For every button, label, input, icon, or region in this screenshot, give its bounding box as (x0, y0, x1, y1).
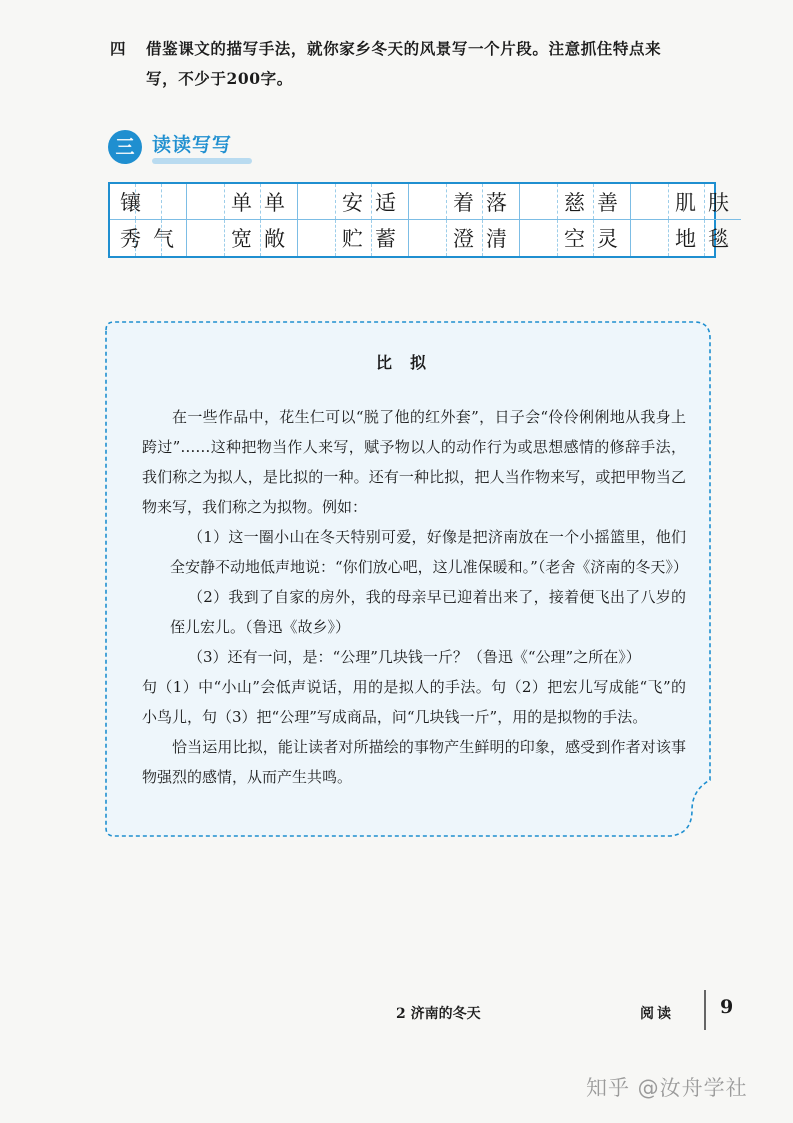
word-cell (631, 184, 741, 220)
exercise-number: 四 (110, 39, 126, 58)
vocab-word: 澄清 (453, 227, 519, 251)
note-paragraph-intro: 在一些作品中，花生仁可以“脱了他的红外套”，日子会“伶伶俐俐地从我身上跨过”……这种把物当作人来写，赋予物以人的动作行为或思想感情的修辞手法，我们称之为拟人，是比拟的一种。还有一种比拟，把人当作物来写，或把甲物当乙物来写，我们称之为拟物。例如： (142, 408, 686, 516)
note-explanation: 句（1）中“小山”会低声说话，用的是拟人的手法。句（2）把宏儿写成能“飞”的小鸟儿，句（3）把“公理”写成商品，问“几块钱一斤”，用的是拟物的手法。 (142, 678, 686, 726)
vocab-word: 贮蓄 (342, 227, 408, 251)
section-title: 读读写写 (152, 134, 233, 156)
note-paragraph-conclusion: 恰当运用比拟，能让读者对所描绘的事物产生鲜明的印象，感受到作者对该事物强烈的感情，从而产生共鸣。 (142, 738, 686, 786)
footer-lesson-title: 2 济南的冬天 (396, 1006, 481, 1022)
word-cell (110, 220, 187, 256)
note-example-2: （2）我到了自家的房外，我的母亲早已迎着出来了，接着便飞出了八岁的侄儿宏儿。（鲁迅《故乡》） (170, 588, 686, 636)
vocab-word: 着落 (453, 190, 519, 215)
word-cell (298, 220, 409, 256)
note-body (142, 402, 686, 792)
vocab-word: 秀气 (120, 227, 186, 251)
note-title: 比拟 (375, 353, 444, 372)
vocab-word: 宽敞 (231, 227, 297, 251)
note-example-1: （1）这一圈小山在冬天特别可爱，好像是把济南放在一个小摇篮里，他们全安静不动地低声地说：“你们放心吧，这儿准保暖和。”（老舍《济南的冬天》） (170, 528, 688, 576)
exercise-line-2: 写，不少于200字。 (146, 69, 293, 88)
footer-section-name: 阅读 (640, 1006, 674, 1022)
knowledge-note-box (104, 320, 716, 840)
word-cell (631, 220, 741, 256)
vocab-word: 安适 (342, 190, 408, 215)
note-example-3: （3）还有一问，是：“公理”几块钱一斤？（鲁迅《“公理”之所在》） (188, 648, 641, 666)
word-cell (409, 184, 520, 220)
word-cell (298, 184, 409, 220)
word-cell (187, 184, 298, 220)
vocab-word: 空灵 (564, 227, 630, 251)
exercise-text (146, 34, 730, 94)
word-cell (110, 184, 187, 220)
watermark: 知乎 @汝舟学社 (586, 1076, 748, 1100)
section-number-icon: 三 (108, 130, 142, 164)
word-cell (520, 184, 631, 220)
vocab-word: 肌肤 (675, 190, 741, 215)
exercise-block (110, 34, 730, 94)
vocab-word: 单单 (231, 190, 297, 215)
word-cell (520, 220, 631, 256)
vocab-word: 地毯 (675, 227, 741, 251)
word-cell (187, 220, 298, 256)
vocabulary-grid (108, 182, 741, 258)
vocab-word: 慈善 (564, 190, 630, 215)
word-cell (409, 220, 520, 256)
vocab-word: 镶 (120, 190, 153, 215)
page-number: 9 (720, 996, 734, 1018)
section-title-underline (152, 158, 252, 164)
footer-divider (704, 990, 706, 1030)
exercise-line-1: 借鉴课文的描写手法，就你家乡冬天的风景写一个片段。注意抓住特点来 (146, 39, 662, 58)
